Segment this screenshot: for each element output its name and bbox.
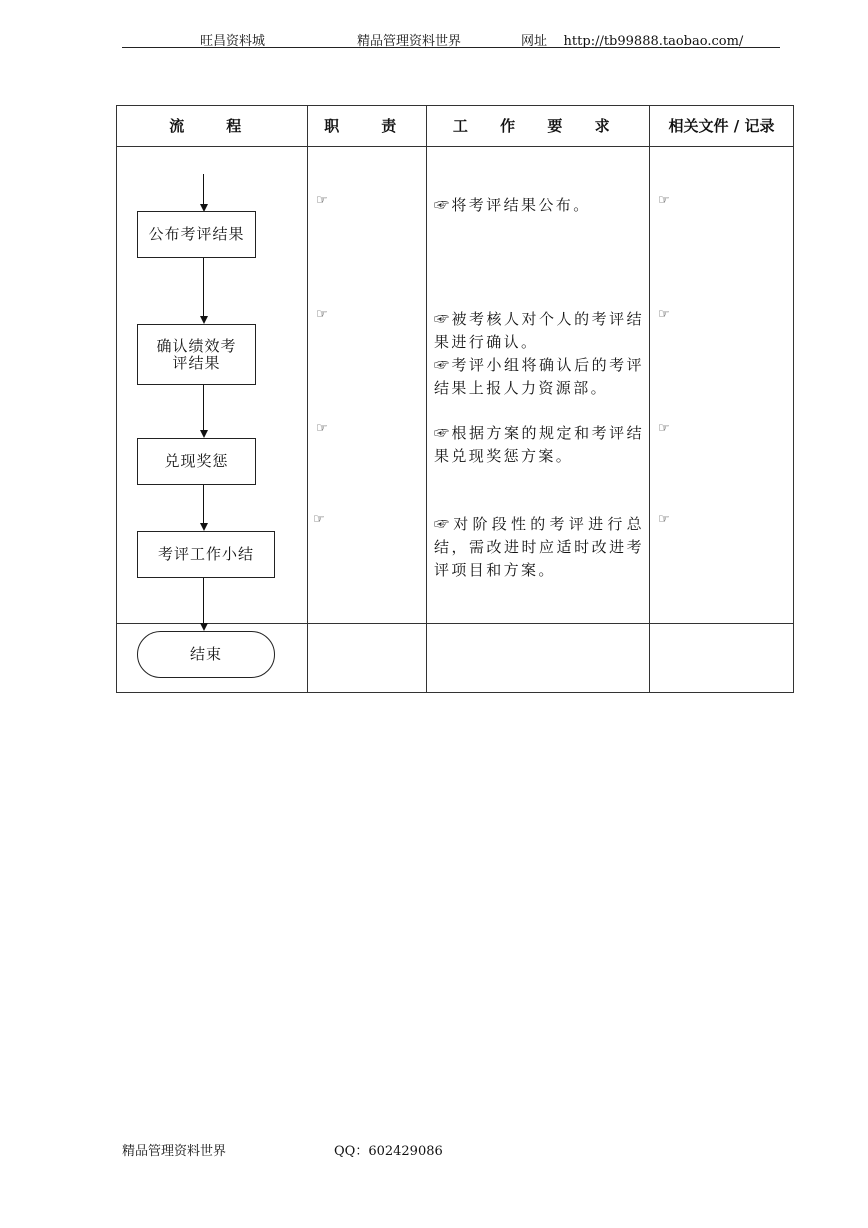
requirement-reward [434,422,644,468]
requirement-text: ☞根据方案的规定和考评结果兑现奖惩方案。 [434,424,644,465]
col-header-duty: 职 责 [324,117,410,135]
table-row-rule [116,623,794,624]
flow-connector [203,258,204,318]
footer-qq-number: 602429086 [368,1144,443,1159]
pointing-hand-icon: ☞ [658,193,670,208]
table-border-left [116,105,117,693]
header-url[interactable]: http://tb99888.taobao.com/ [563,34,744,49]
arrow-down-icon [200,430,208,438]
flow-step-reward: 兑现奖惩 [137,438,256,485]
pointing-hand-icon: ☞ [658,512,670,527]
header-company: 旺昌资料城 [200,34,266,49]
footer-qq [334,1140,443,1159]
pointing-hand-icon: ☞ [316,193,328,208]
header-title: 精品管理资料世界 [357,34,462,49]
pointing-hand-icon: ☞ [658,307,670,322]
pointing-hand-icon: ☞ [313,512,325,527]
requirement-text: ☞被考核人对个人的考评结果进行确认。 [434,310,644,351]
footer-title: 精品管理资料世界 [122,1144,227,1159]
col-header-process: 流 程 [169,117,255,135]
pointing-hand-icon: ☞ [658,421,670,436]
flow-step-publish: 公布考评结果 [137,211,256,258]
requirement-text: ☞将考评结果公布。 [434,196,591,214]
arrow-down-icon [200,623,208,631]
flow-step-confirm: 确认绩效考评结果 [137,324,256,385]
requirement-confirm [434,308,644,400]
table-col-rule-2 [426,105,427,693]
flow-connector [203,174,204,206]
arrow-down-icon [200,316,208,324]
arrow-down-icon [200,523,208,531]
footer-qq-label: QQ： [334,1144,369,1159]
requirement-text: ☞考评小组将确认后的考评结果上报人力资源部。 [434,356,644,397]
requirement-publish [434,194,644,217]
header-rule [122,47,780,48]
requirement-text: ☞对阶段性的考评进行总结，需改进时应适时改进考评项目和方案。 [434,515,644,579]
requirement-summary [434,513,644,582]
table-col-rule-1 [307,105,308,693]
flow-connector [203,385,204,432]
header-site-label: 网址 [521,34,548,49]
pointing-hand-icon: ☞ [316,421,328,436]
table-header-rule [116,146,794,147]
col-header-documents: 相关文件 / 记录 [668,117,775,135]
table-border-bottom [116,692,794,693]
table-col-rule-3 [649,105,650,693]
pointing-hand-icon: ☞ [316,307,328,322]
flow-step-summary: 考评工作小结 [137,531,275,578]
flow-connector [203,485,204,525]
col-header-requirements: 工 作 要 求 [452,117,624,135]
flow-connector [203,578,204,625]
flow-end: 结束 [137,631,275,678]
table-border-right [793,105,794,693]
